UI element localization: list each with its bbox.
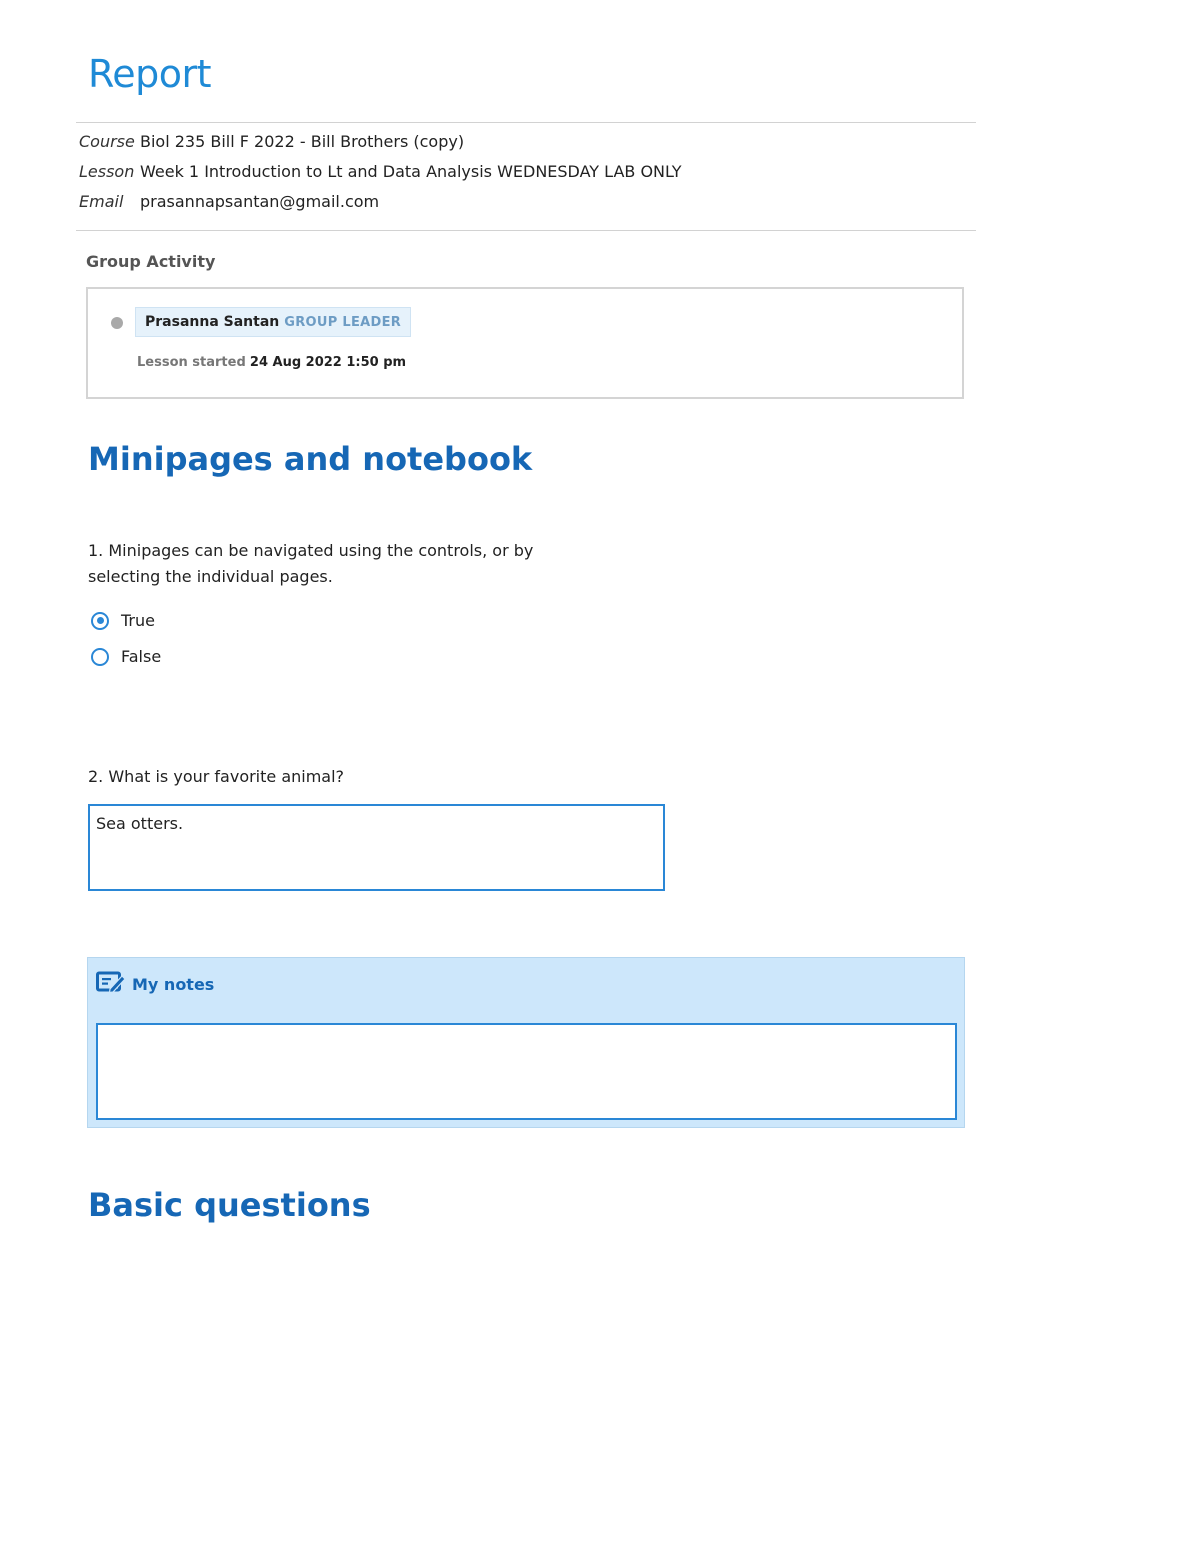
section-title-basic-questions: Basic questions — [88, 1186, 371, 1224]
section-title-minipages: Minipages and notebook — [88, 440, 533, 478]
group-activity-heading: Group Activity — [86, 252, 216, 271]
notes-textarea[interactable] — [96, 1023, 957, 1120]
option-true[interactable] — [91, 611, 155, 630]
my-notes-panel — [87, 957, 965, 1128]
meta-row-email — [79, 186, 682, 216]
option-label: False — [121, 647, 162, 666]
lesson-started-label: Lesson started — [137, 355, 246, 370]
page-title: Report — [88, 52, 211, 96]
notes-title: My notes — [132, 974, 215, 994]
option-label: True — [121, 611, 155, 630]
notes-header — [96, 970, 214, 998]
group-member-tag — [135, 307, 411, 337]
meta-key: Course — [79, 131, 135, 151]
question-1-text: 1. Minipages can be navigated using the controls, or by selecting the individual pages. — [88, 541, 534, 586]
divider — [76, 122, 976, 123]
notes-edit-icon — [96, 970, 126, 998]
divider — [76, 230, 976, 231]
question-2-text: 2. What is your favorite animal? — [88, 767, 345, 786]
meta-row-course — [79, 126, 682, 156]
meta-value: prasannapsantan@gmail.com — [140, 191, 380, 211]
meta-row-lesson — [79, 156, 682, 186]
radio-selected-icon[interactable] — [91, 612, 109, 630]
meta-key: Lesson — [79, 161, 135, 181]
radio-unselected-icon[interactable] — [91, 648, 109, 666]
member-name: Prasanna Santan — [145, 314, 280, 330]
meta-value: Week 1 Introduction to Lt and Data Analysis WEDNESDAY LAB ONLY — [140, 161, 682, 181]
lesson-started — [137, 355, 406, 370]
answer-textarea[interactable]: Sea otters. — [88, 804, 665, 891]
report-meta — [79, 126, 682, 216]
meta-value: Biol 235 Bill F 2022 - Bill Brothers (copy) — [140, 131, 465, 151]
member-role-badge: GROUP LEADER — [284, 314, 402, 330]
meta-key: Email — [79, 191, 124, 211]
option-false[interactable] — [91, 647, 161, 666]
lesson-started-value: 24 Aug 2022 1:50 pm — [249, 355, 407, 370]
status-dot-icon — [111, 317, 123, 329]
group-activity-panel — [86, 287, 964, 399]
